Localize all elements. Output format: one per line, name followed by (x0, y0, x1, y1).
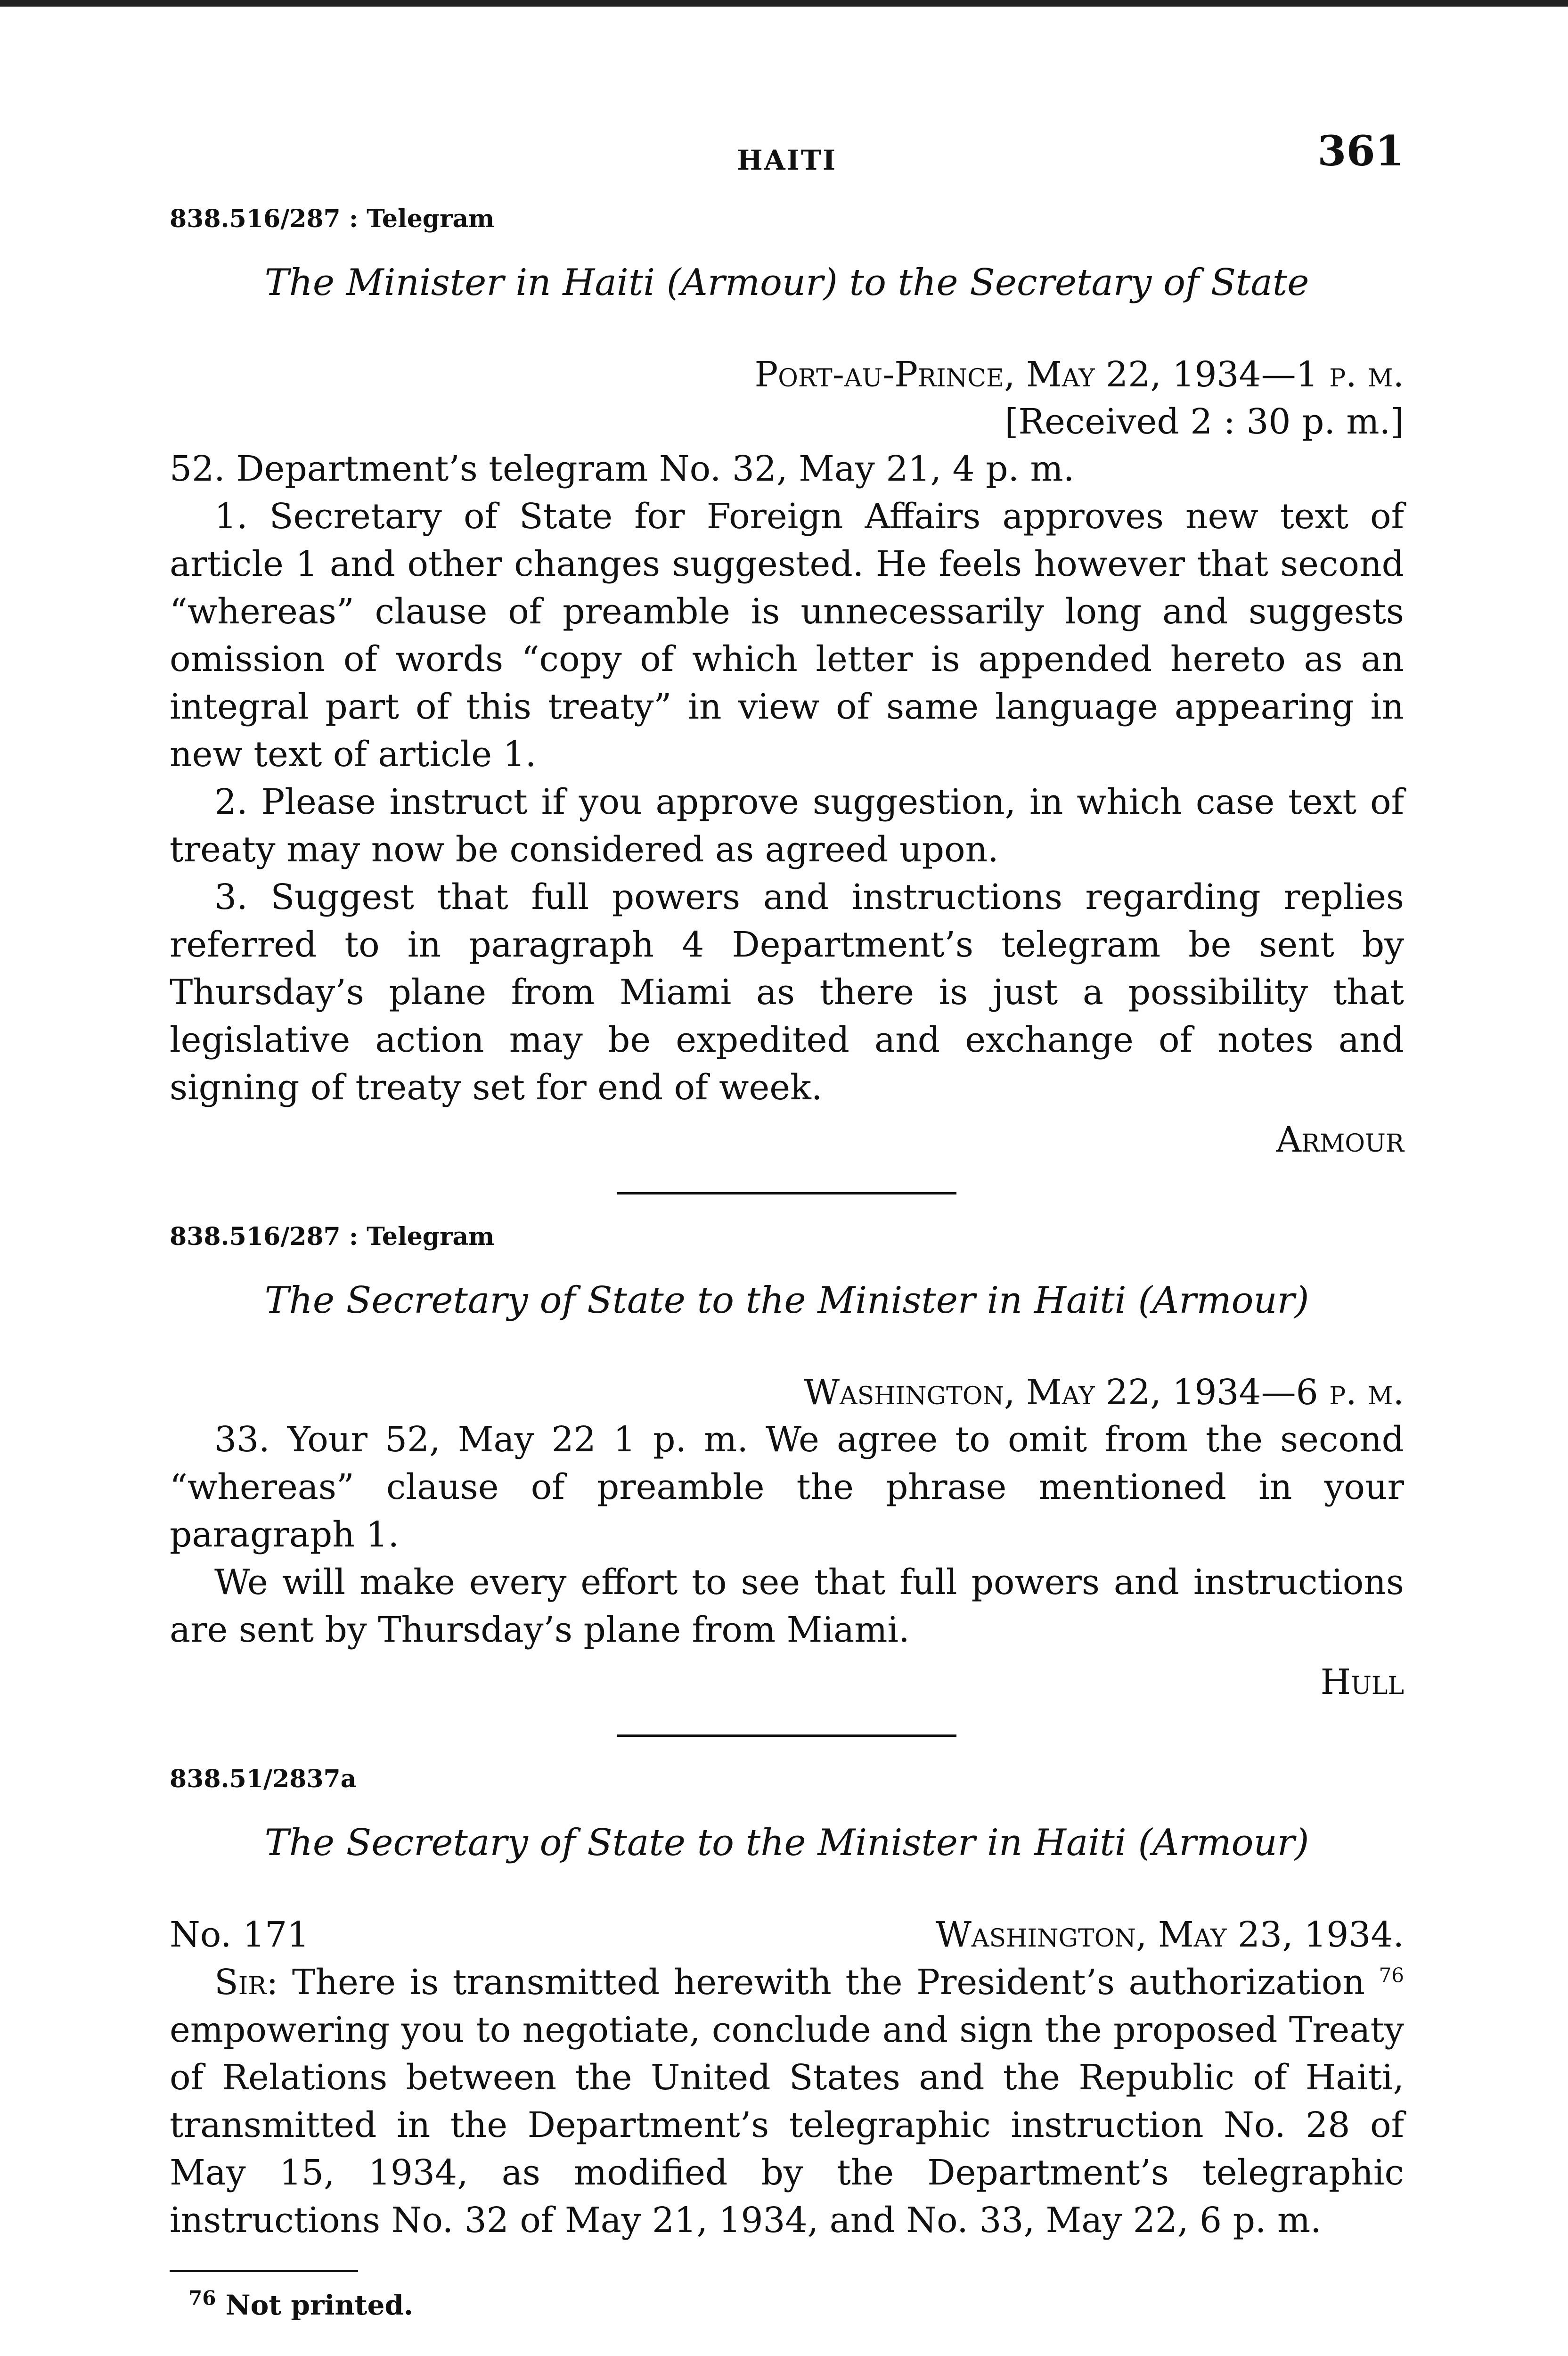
document-1 (170, 203, 1404, 1164)
number-date-line (170, 1911, 1404, 1959)
paragraph: We will make every effort to see that full powers and instructions are sent by Thursday’s plane from Miami. (170, 1562, 1404, 1650)
salutation: Sir (214, 1962, 267, 2003)
file-number: 838.51/2837a (170, 1765, 357, 1793)
document-3 (170, 1763, 1404, 2244)
running-title: HAITI (736, 144, 837, 176)
page-number: 361 (1317, 126, 1404, 175)
paragraph: 52. Department’s telegram No. 32, May 21, 4 p. m. (170, 449, 1075, 489)
paragraph: 2. Please instruct if you approve suggestion, in which case text of treaty may now be considered as agreed upon. (170, 782, 1404, 870)
dateline: Port-au-Prince, May 22, 1934—1 p. m. (754, 354, 1404, 395)
running-head (170, 127, 1404, 193)
dateline: Washington, May 23, 1934. (935, 1914, 1404, 1955)
file-number: 838.516/287 : Telegram (170, 1222, 495, 1251)
body-text: : There is transmitted herewith the President’s authorization (266, 1962, 1365, 2003)
signature: Hull (1320, 1662, 1404, 1702)
received-note: [Received 2 : 30 p. m.] (1004, 401, 1404, 442)
document-title: The Minister in Haiti (Armour) to the Secretary of State (264, 262, 1309, 304)
footnote-mark: 76 (188, 2286, 216, 2310)
signature: Armour (1276, 1120, 1404, 1160)
paragraph: 33. Your 52, May 22 1 p. m. We agree to omit from the second “whereas” clause of preamble the phrase mentioned in your paragraph 1. (170, 1419, 1404, 1555)
footnote-text: Not printed. (225, 2289, 414, 2321)
dateline: Washington, May 22, 1934—6 p. m. (803, 1372, 1404, 1413)
document-title: The Secretary of State to the Minister in Haiti (Armour) (264, 1822, 1309, 1864)
body-text: empowering you to negotiate, conclude and sign the proposed Treaty of Relations between the United States and the Republic of Haiti, transmitted in the Department’s telegraphic instruction No. 28 of May 15, 1934, as modified by the Department’s telegraphic instructions No. 32 of May 21, 1934, and No. 33, May 22, 6 p. m. (170, 2010, 1404, 2241)
section-separator (617, 1192, 956, 1194)
paragraph: 1. Secretary of State for Foreign Affairs approves new text of article 1 and other changes suggested. He feels however that second “whereas” clause of preamble is unnecessarily long and suggests omission of words “copy of which letter is appended hereto as an integral part of this treaty” in view of same language appearing in new text of article 1. (170, 496, 1404, 775)
document-2 (170, 1220, 1404, 1706)
instruction-number: No. 171 (170, 1914, 310, 1955)
section-separator (617, 1734, 956, 1737)
paragraph (170, 1959, 1404, 2244)
footnote-reference[interactable]: 76 (1379, 1963, 1405, 1987)
footnote-rule (170, 2270, 358, 2272)
paragraph: 3. Suggest that full powers and instructions regarding replies referred to in paragraph 4 Department’s telegram be sent by Thursday’s plane from Miami as there is just a possibility that legislative action may be expedited and exchange of notes and signing of treaty set for end of week. (170, 877, 1404, 1108)
file-number: 838.516/287 : Telegram (170, 205, 495, 233)
footnote (170, 2286, 1404, 2324)
document-title: The Secretary of State to the Minister in Haiti (Armour) (264, 1279, 1309, 1322)
document-page (170, 0, 1404, 2324)
